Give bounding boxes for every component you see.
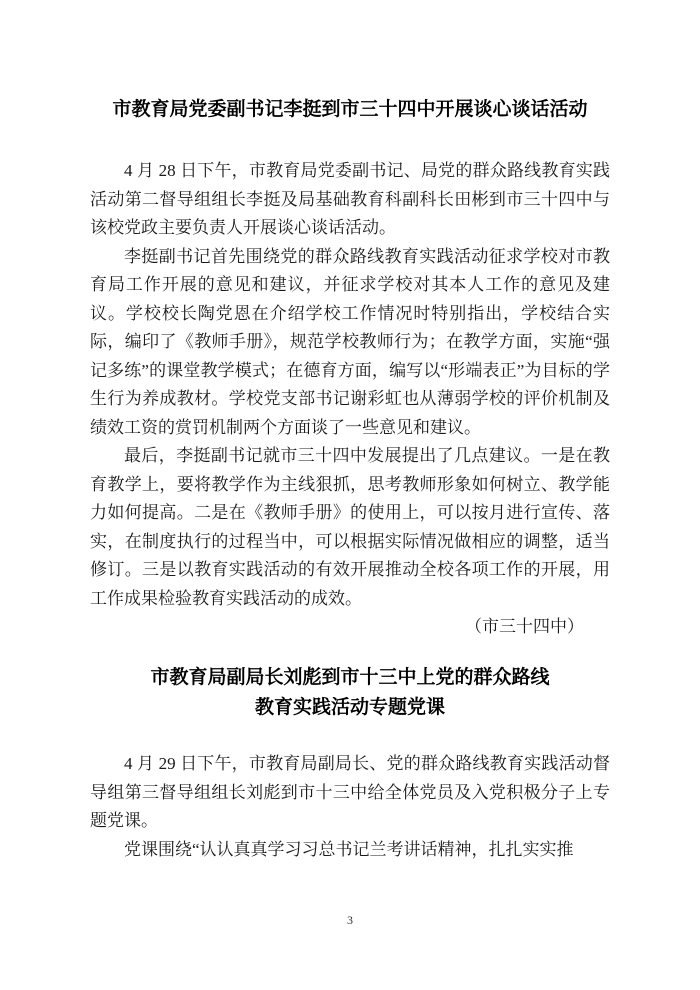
article2-title-line2: 教育实践活动专题党课	[254, 697, 445, 718]
article2-body	[90, 750, 610, 864]
article2-paragraph-2: 党课围绕“认认真真学习习总书记兰考讲话精神，扎扎实实推	[124, 839, 574, 859]
article2-title-line1: 市教育局副局长刘彪到市十三中上党的群众路线	[150, 667, 550, 688]
article1-paragraph-3: 最后，李挺副书记就市三十四中发展提出了几点建议。一是在教育教学上，要将教学作为主线狠抓，思考教师形象如何树立、教学能力如何提高。二是在《教师手册》的使用上，可以按月进行宣传、落实，在制度执行的过程当中，可以根据实际情况做相应的调整，适当修订。三是以教育实践活动的有效开展推动全校各项工作的开展，用工作成果检验教育实践活动的成效。	[90, 446, 610, 608]
article1-paragraph-2: 李挺副书记首先围绕党的群众路线教育实践活动征求学校对市教育局工作开展的意见和建议，并征求学校对其本人工作的意见及建议。学校校长陶党恩在介绍学校工作情况时特别指出，学校结合实际，编印了《教师手册》，规范学校教师行为；在教学方面，实施“强记多练”的课堂教学模式；在德育方面，编写以“形端表正”为目标的学生行为养成教材。学校党支部书记谢彩虹也从薄弱学校的评价机制及绩效工资的赏罚机制两个方面谈了一些意见和建议。	[90, 246, 610, 437]
article1-body	[90, 157, 610, 642]
article1-attribution: （市三十四中）	[465, 617, 584, 636]
article2-paragraph-1: 4 月 29 日下午，市教育局副局长、党的群众路线教育实践活动督导组第三督导组组长刘彪到市十三中给全体党员及入党积极分子上专题党课。	[90, 754, 610, 830]
article1-paragraph-1: 4 月 28 日下午，市教育局党委副书记、局党的群众路线教育实践活动第二督导组组长李挺及局基础教育科副科长田彬到市三十四中与该校党政主要负责人开展谈心谈话活动。	[90, 161, 610, 237]
article2-title	[90, 663, 610, 723]
page-number: 3	[347, 913, 353, 927]
article1-title: 市教育局党委副书记李挺到市三十四中开展谈心谈话活动	[112, 99, 588, 120]
